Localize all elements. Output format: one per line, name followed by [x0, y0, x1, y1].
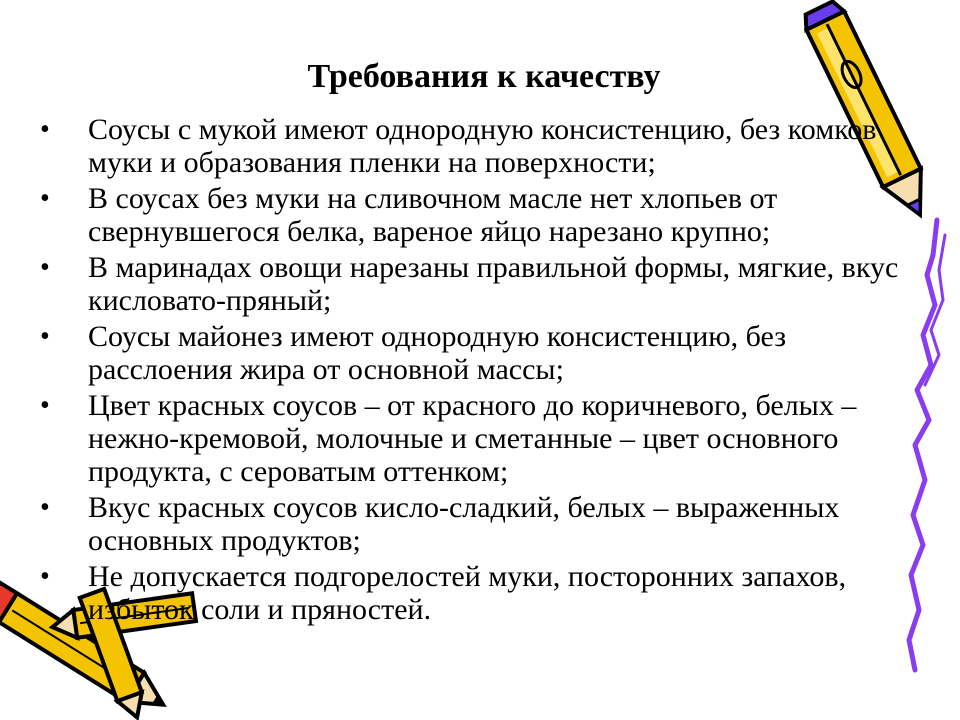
list-item-text: В маринадах овощи нарезаны правильной формы, мягкие, вкус кисловато-пряный;	[88, 251, 899, 317]
list-item-text: Соусы с мукой имеют однородную консистенцию, без комков муки и образования пленки на поверхности;	[88, 113, 877, 179]
list-item-text: Вкус красных соусов кисло-сладкий, белых – выраженных основных продуктов;	[88, 491, 840, 557]
slide-title: Требования к качеству	[307, 58, 661, 95]
bullet-marker: •	[40, 390, 50, 421]
bullet-marker: •	[40, 321, 50, 352]
list-item-text: Не допускается подгорелостей муки, посторонних запахов, избыток соли и пряностей.	[88, 560, 847, 626]
bullet-marker: •	[40, 183, 50, 214]
bullet-marker: •	[40, 252, 50, 283]
list-item-text: Цвет красных соусов – от красного до коричневого, белых – нежно-кремовой, молочные и сметанные – цвет основного продукта, с сероватым оттенком;	[88, 389, 857, 488]
list-item	[40, 560, 920, 626]
list-item-text: В соусах без муки на сливочном масле нет хлопьев от свернувшегося белка, вареное яйцо нарезано крупно;	[88, 182, 778, 248]
list-item	[40, 182, 920, 248]
list-item	[40, 491, 920, 557]
list-item	[40, 320, 920, 386]
list-item	[40, 389, 920, 488]
bullet-list	[40, 113, 920, 629]
bullet-marker: •	[40, 561, 50, 592]
list-item-text: Соусы майонез имеют однородную консистенцию, без расслоения жира от основной массы;	[88, 320, 787, 386]
list-item	[40, 113, 920, 179]
list-item	[40, 251, 920, 317]
bullet-marker: •	[40, 492, 50, 523]
bullet-marker: •	[40, 114, 50, 145]
